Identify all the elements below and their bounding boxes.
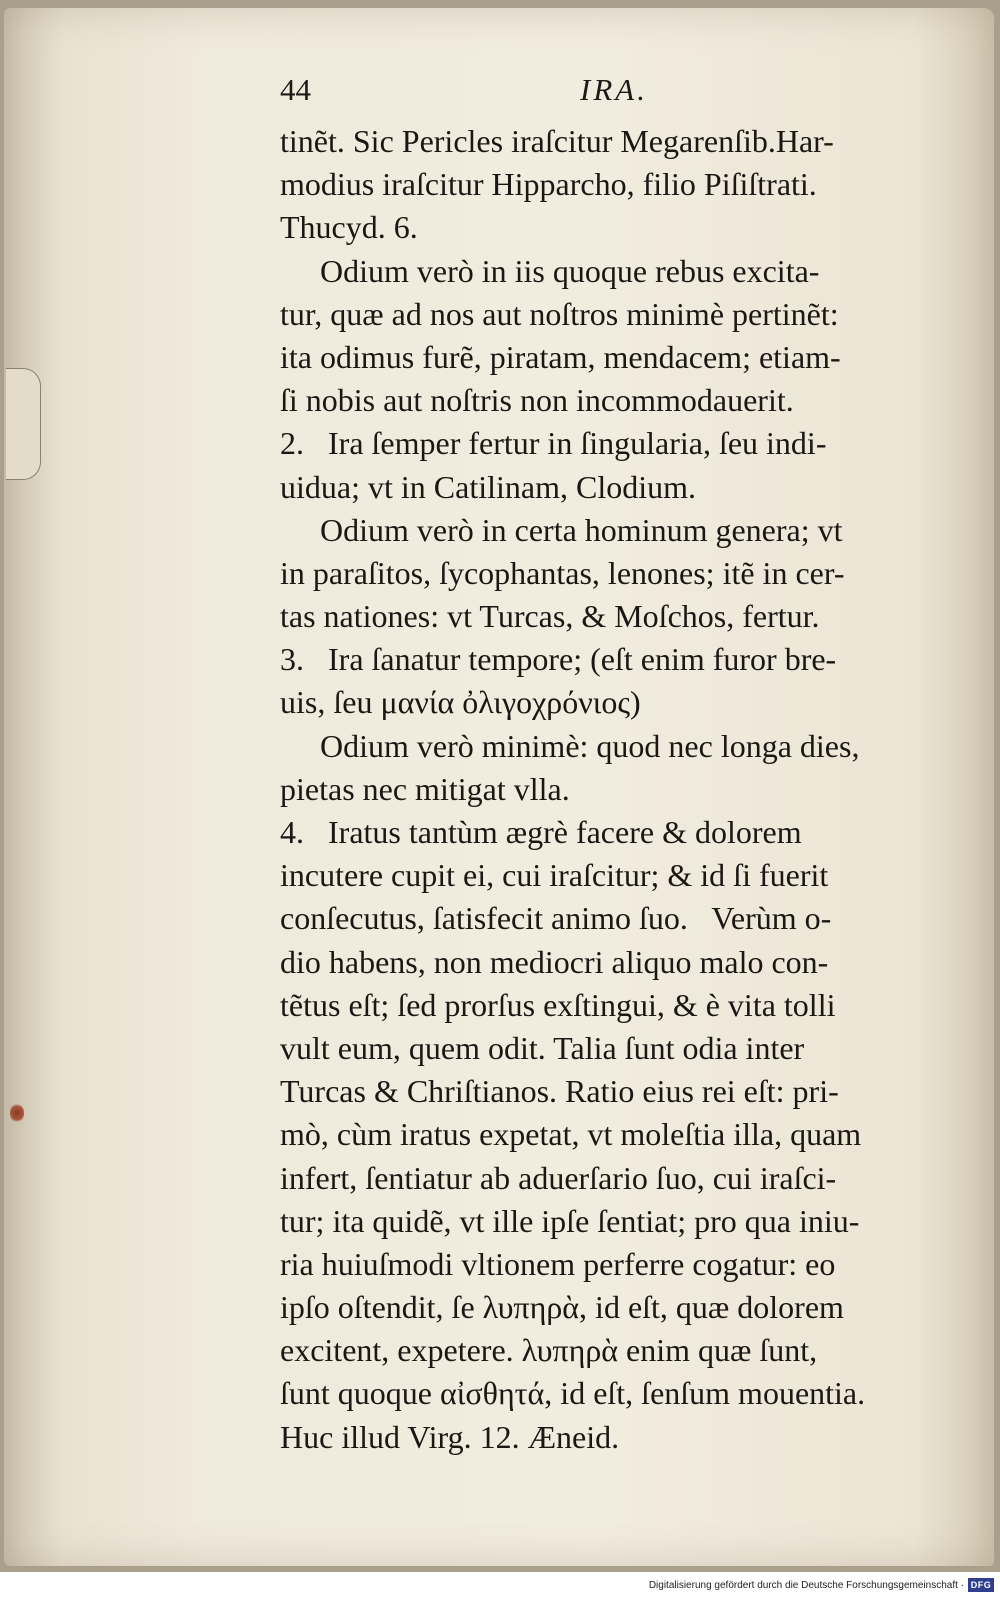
text-line: ita odimus furẽ, piratam, mendacem; etiam- bbox=[280, 338, 841, 375]
text-line: Odium verò in certa hominum genera; vt bbox=[320, 511, 843, 548]
text-line: tẽtus eſt; ſed prorſus exſtingui, & è vita tolli bbox=[280, 986, 836, 1023]
text-line: tur; ita quidẽ, vt ille ipſe ſentiat; pro qua iniu- bbox=[280, 1202, 860, 1239]
text-line: ipſo oſtendit, ſe λυπηρὰ, id eſt, quæ dolorem bbox=[280, 1289, 844, 1326]
text-line: Thucyd. 6. bbox=[280, 209, 418, 246]
stain-spot bbox=[10, 1103, 24, 1123]
text-line: infert, ſentiatur ab aduerſario ſuo, cui iraſci- bbox=[280, 1159, 837, 1196]
text-line: modius iraſcitur Hipparcho, filio Piſiſtrati. bbox=[280, 166, 817, 203]
text-line: Odium verò in iis quoque rebus excita- bbox=[320, 252, 820, 289]
text-line: pietas nec mitigat vlla. bbox=[280, 770, 570, 807]
text-line: in paraſitos, ſycophantas, lenones; itẽ in cer- bbox=[280, 554, 845, 591]
body-text bbox=[280, 120, 970, 1459]
text-line: conſecutus, ſatisfecit animo ſuo. Verùm o- bbox=[280, 900, 832, 937]
text-line: Huc illud Virg. 12. Æneid. bbox=[280, 1418, 620, 1455]
text-line: tinẽt. Sic Pericles iraſcitur Megarenſib.Har- bbox=[280, 123, 834, 159]
text-line: Odium verò minimè: quod nec longa dies, bbox=[320, 727, 860, 764]
page-title: IRA. bbox=[580, 72, 648, 107]
page-fold bbox=[6, 368, 41, 480]
text-line: dio habens, non mediocri aliquo malo con- bbox=[280, 943, 829, 980]
text-line: uis, ſeu μανία ὀλιγοχρόνιος) bbox=[280, 684, 641, 721]
text-line: 4. Iratus tantùm ægrè facere & dolorem bbox=[280, 814, 802, 850]
text-line: Turcas & Chriſtianos. Ratio eius rei eſt: pri- bbox=[280, 1073, 839, 1110]
text-line: mò, cùm iratus expetat, vt moleſtia illa, quam bbox=[280, 1116, 862, 1153]
text-line: incutere cupit ei, cui iraſcitur; & id ſi fuerit bbox=[280, 857, 829, 894]
text-line: uidua; vt in Catilinam, Clodium. bbox=[280, 468, 696, 505]
text-line: ſunt quoque αἰσθητά, id eſt, ſenſum mouentia. bbox=[280, 1375, 866, 1412]
running-head bbox=[280, 72, 970, 116]
text-line: 2. Ira ſemper fertur in ſingularia, ſeu indi- bbox=[280, 425, 827, 462]
footer-credit: Digitalisierung gefördert durch die Deutsche Forschungsgemeinschaft · bbox=[648, 1580, 964, 1591]
text-line: vult eum, quem odit. Talia ſunt odia inter bbox=[280, 1029, 805, 1066]
text-line: excitent, expetere. λυπηρὰ enim quæ ſunt, bbox=[280, 1332, 818, 1369]
text-line: 3. Ira ſanatur tempore; (eſt enim furor bre- bbox=[280, 641, 837, 678]
text-line: tur, quæ ad nos aut noſtros minimè pertinẽt: bbox=[280, 295, 839, 332]
dfg-logo: DFG bbox=[968, 1578, 994, 1592]
digitization-footer bbox=[0, 1572, 1000, 1601]
text-line: ria huiuſmodi vltionem perferre cogatur: eo bbox=[280, 1245, 836, 1282]
text-line: tas nationes: vt Turcas, & Moſchos, fertur. bbox=[280, 598, 820, 635]
text-line: ſi nobis aut noſtris non incommodauerit. bbox=[280, 382, 794, 419]
page-number: 44 bbox=[280, 72, 311, 107]
